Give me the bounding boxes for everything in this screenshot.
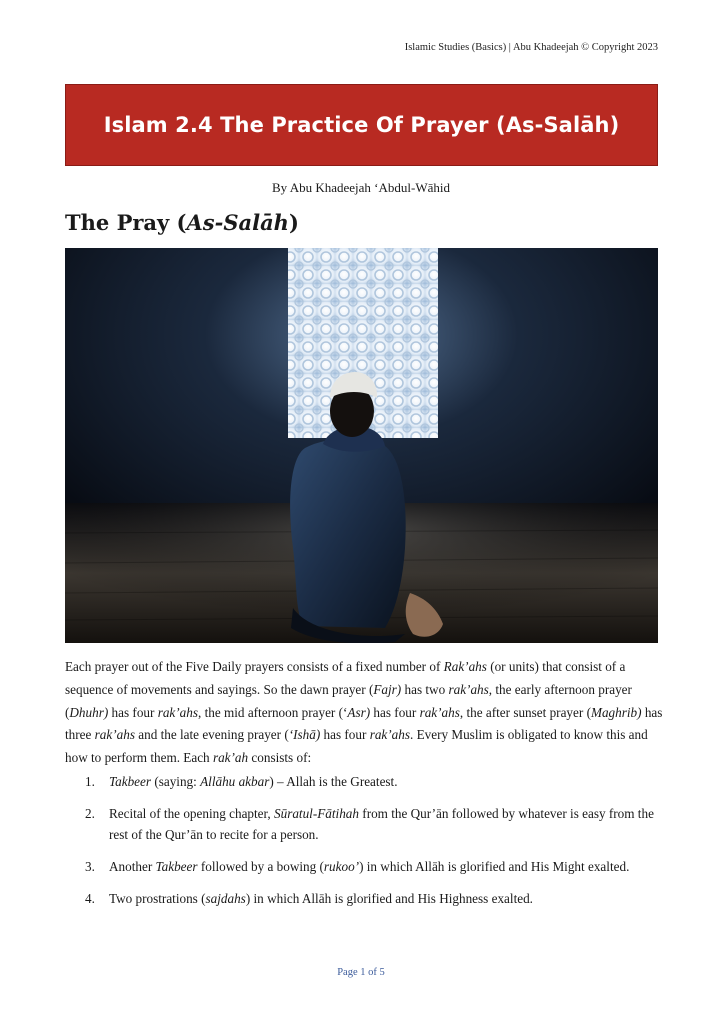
- list-item: 2. Recital of the opening chapter, Sūratul-Fātihah from the Qur’ān followed by whatever is easy from the rest of the Qur’ān to recite for a person.: [85, 806, 654, 842]
- page-number: Page 1 of 5: [337, 967, 385, 978]
- list-item: 4. Two prostrations (sajdahs) in which Allāh is glorified and His Highness exalted.: [85, 891, 533, 906]
- intro-paragraph: Each prayer out of the Five Daily prayers consists of a fixed number of Rak’ahs (or units) that consist of a sequence of movements and sayings. So the dawn prayer (Fajr) has two rak’ahs, the early afternoon prayer (Dhuhr) has four rak’ahs, the mid afternoon prayer (‘Asr) has four rak’ahs, the after sunset prayer (Maghrib) has three rak’ahs and the late evening prayer (‘Ishā) has four rak’ahs. Every Muslim is obligated to know this and how to perform them. Each rak’ah consists of:: [65, 659, 663, 766]
- list-item: 1. Takbeer (saying: Allāhu akbar) – Allah is the Greatest.: [85, 774, 398, 789]
- rakah-steps-list: [65, 771, 665, 909]
- running-header: Islamic Studies (Basics) | Abu Khadeejah © Copyright 2023: [404, 42, 658, 53]
- author-byline: By Abu Khadeejah ‘Abdul-Wāhid: [272, 180, 450, 195]
- list-item: 3. Another Takbeer followed by a bowing (rukoo’) in which Allāh is glorified and His Might exalted.: [85, 859, 630, 874]
- section-heading: The Pray (As-Salāh): [65, 210, 299, 235]
- document-title: Islam 2.4 The Practice Of Prayer (As-Salāh): [103, 113, 620, 137]
- title-banner: [65, 84, 658, 166]
- prayer-photo: [65, 248, 658, 643]
